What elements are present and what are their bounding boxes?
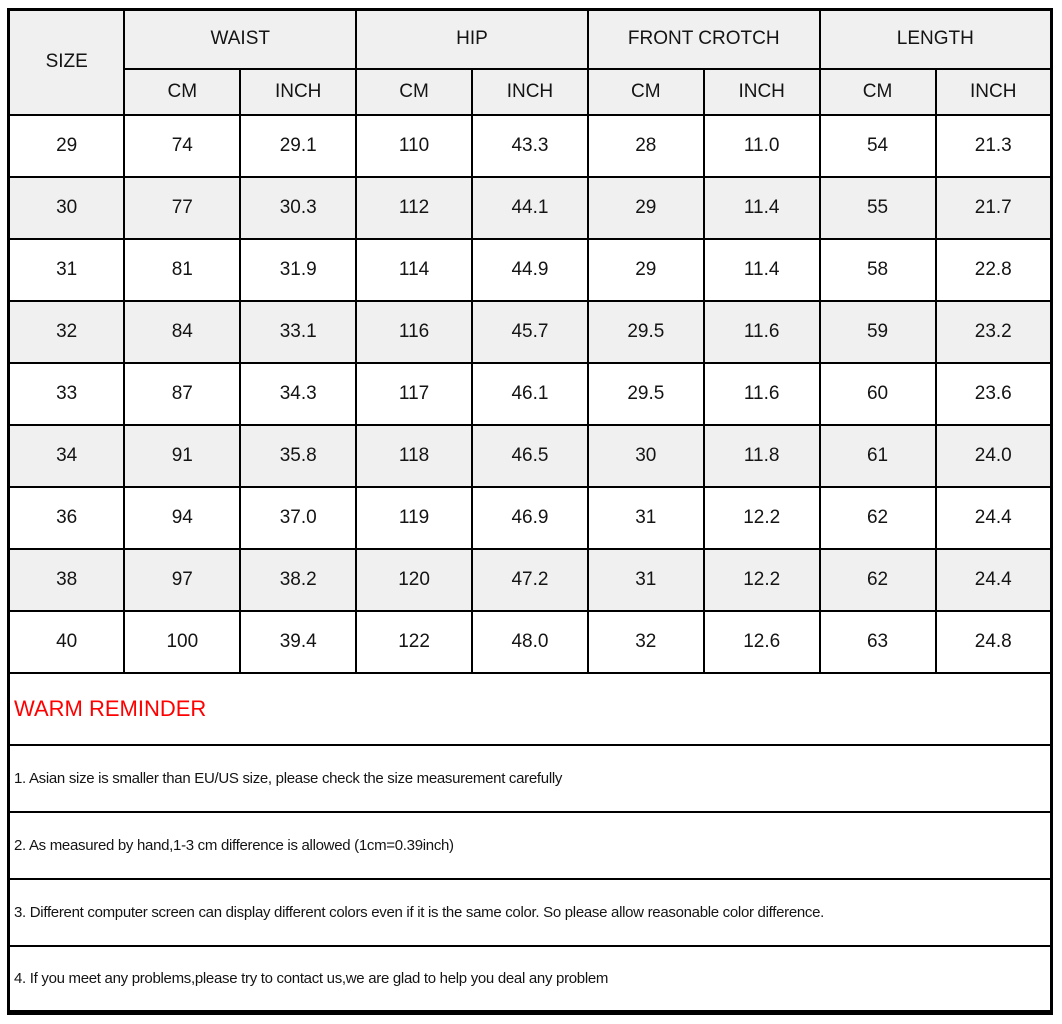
cell: 81	[124, 239, 240, 301]
cell: 31.9	[240, 239, 356, 301]
cell: 24.4	[936, 487, 1052, 549]
table-row-size-29	[9, 115, 1052, 177]
cell: 31	[588, 487, 704, 549]
cell: 94	[124, 487, 240, 549]
cell: 46.1	[472, 363, 588, 425]
cell: 11.4	[704, 239, 820, 301]
cell: 100	[124, 611, 240, 673]
cell: 37.0	[240, 487, 356, 549]
cell: 23.2	[936, 301, 1052, 363]
cell: 46.5	[472, 425, 588, 487]
note-row-1	[9, 745, 1052, 812]
cell: 24.4	[936, 549, 1052, 611]
unit-header-crotch-inch: INCH	[704, 69, 820, 115]
unit-header-length-cm: CM	[820, 69, 936, 115]
cell: 28	[588, 115, 704, 177]
cell: 34.3	[240, 363, 356, 425]
unit-header-hip-cm: CM	[356, 69, 472, 115]
cell: 12.6	[704, 611, 820, 673]
cell: 61	[820, 425, 936, 487]
cell: 30	[588, 425, 704, 487]
cell: 29.5	[588, 363, 704, 425]
cell: 11.8	[704, 425, 820, 487]
cell: 47.2	[472, 549, 588, 611]
cell: 32	[588, 611, 704, 673]
size-cell: 36	[9, 487, 125, 549]
note-2: 2. As measured by hand,1-3 cm difference is allowed (1cm=0.39inch)	[9, 812, 1052, 879]
cell: 29.1	[240, 115, 356, 177]
cell: 12.2	[704, 487, 820, 549]
note-row-4	[9, 946, 1052, 1013]
size-cell: 33	[9, 363, 125, 425]
cell: 29.5	[588, 301, 704, 363]
cell: 43.3	[472, 115, 588, 177]
table-row-size-40	[9, 611, 1052, 673]
col-header-waist: WAIST	[124, 10, 356, 69]
table-row-size-38	[9, 549, 1052, 611]
cell: 122	[356, 611, 472, 673]
cell: 39.4	[240, 611, 356, 673]
cell: 77	[124, 177, 240, 239]
size-cell: 31	[9, 239, 125, 301]
cell: 58	[820, 239, 936, 301]
cell: 44.1	[472, 177, 588, 239]
table-body	[9, 115, 1052, 673]
cell: 84	[124, 301, 240, 363]
cell: 11.6	[704, 363, 820, 425]
table-row-size-34	[9, 425, 1052, 487]
cell: 31	[588, 549, 704, 611]
col-header-length: LENGTH	[820, 10, 1052, 69]
cell: 23.6	[936, 363, 1052, 425]
cell: 59	[820, 301, 936, 363]
cell: 116	[356, 301, 472, 363]
cell: 33.1	[240, 301, 356, 363]
group-header-row	[9, 10, 1052, 69]
table-row-size-36	[9, 487, 1052, 549]
cell: 44.9	[472, 239, 588, 301]
cell: 74	[124, 115, 240, 177]
cell: 29	[588, 239, 704, 301]
cell: 118	[356, 425, 472, 487]
cell: 24.8	[936, 611, 1052, 673]
cell: 112	[356, 177, 472, 239]
cell: 21.3	[936, 115, 1052, 177]
reminder-section	[9, 673, 1052, 1013]
warm-reminder-title: WARM REMINDER	[9, 673, 1052, 745]
size-cell: 40	[9, 611, 125, 673]
cell: 30.3	[240, 177, 356, 239]
cell: 60	[820, 363, 936, 425]
size-cell: 29	[9, 115, 125, 177]
cell: 11.6	[704, 301, 820, 363]
table-row-size-32	[9, 301, 1052, 363]
col-header-size: SIZE	[9, 10, 125, 115]
cell: 24.0	[936, 425, 1052, 487]
cell: 119	[356, 487, 472, 549]
cell: 46.9	[472, 487, 588, 549]
note-1: 1. Asian size is smaller than EU/US size, please check the size measurement carefully	[9, 745, 1052, 812]
cell: 55	[820, 177, 936, 239]
table-header	[9, 10, 1052, 115]
cell: 91	[124, 425, 240, 487]
warm-reminder-row	[9, 673, 1052, 745]
cell: 117	[356, 363, 472, 425]
cell: 110	[356, 115, 472, 177]
note-4: 4. If you meet any problems,please try to contact us,we are glad to help you deal any problem	[9, 946, 1052, 1013]
cell: 62	[820, 487, 936, 549]
note-3: 3. Different computer screen can display different colors even if it is the same color. So please allow reasonable color difference.	[9, 879, 1052, 946]
unit-header-length-inch: INCH	[936, 69, 1052, 115]
cell: 63	[820, 611, 936, 673]
col-header-hip: HIP	[356, 10, 588, 69]
cell: 11.4	[704, 177, 820, 239]
table-row-size-31	[9, 239, 1052, 301]
size-cell: 30	[9, 177, 125, 239]
cell: 22.8	[936, 239, 1052, 301]
unit-header-hip-inch: INCH	[472, 69, 588, 115]
cell: 45.7	[472, 301, 588, 363]
unit-header-crotch-cm: CM	[588, 69, 704, 115]
cell: 87	[124, 363, 240, 425]
note-row-2	[9, 812, 1052, 879]
size-cell: 38	[9, 549, 125, 611]
cell: 97	[124, 549, 240, 611]
unit-header-waist-cm: CM	[124, 69, 240, 115]
units-header-row	[9, 69, 1052, 115]
cell: 114	[356, 239, 472, 301]
size-cell: 34	[9, 425, 125, 487]
table-row-size-33	[9, 363, 1052, 425]
cell: 21.7	[936, 177, 1052, 239]
cell: 54	[820, 115, 936, 177]
cell: 62	[820, 549, 936, 611]
cell: 120	[356, 549, 472, 611]
cell: 48.0	[472, 611, 588, 673]
note-row-3	[9, 879, 1052, 946]
col-header-front-crotch: FRONT CROTCH	[588, 10, 820, 69]
cell: 29	[588, 177, 704, 239]
cell: 11.0	[704, 115, 820, 177]
cell: 12.2	[704, 549, 820, 611]
cell: 38.2	[240, 549, 356, 611]
size-chart-table	[7, 8, 1053, 1015]
size-cell: 32	[9, 301, 125, 363]
unit-header-waist-inch: INCH	[240, 69, 356, 115]
cell: 35.8	[240, 425, 356, 487]
table-row-size-30	[9, 177, 1052, 239]
